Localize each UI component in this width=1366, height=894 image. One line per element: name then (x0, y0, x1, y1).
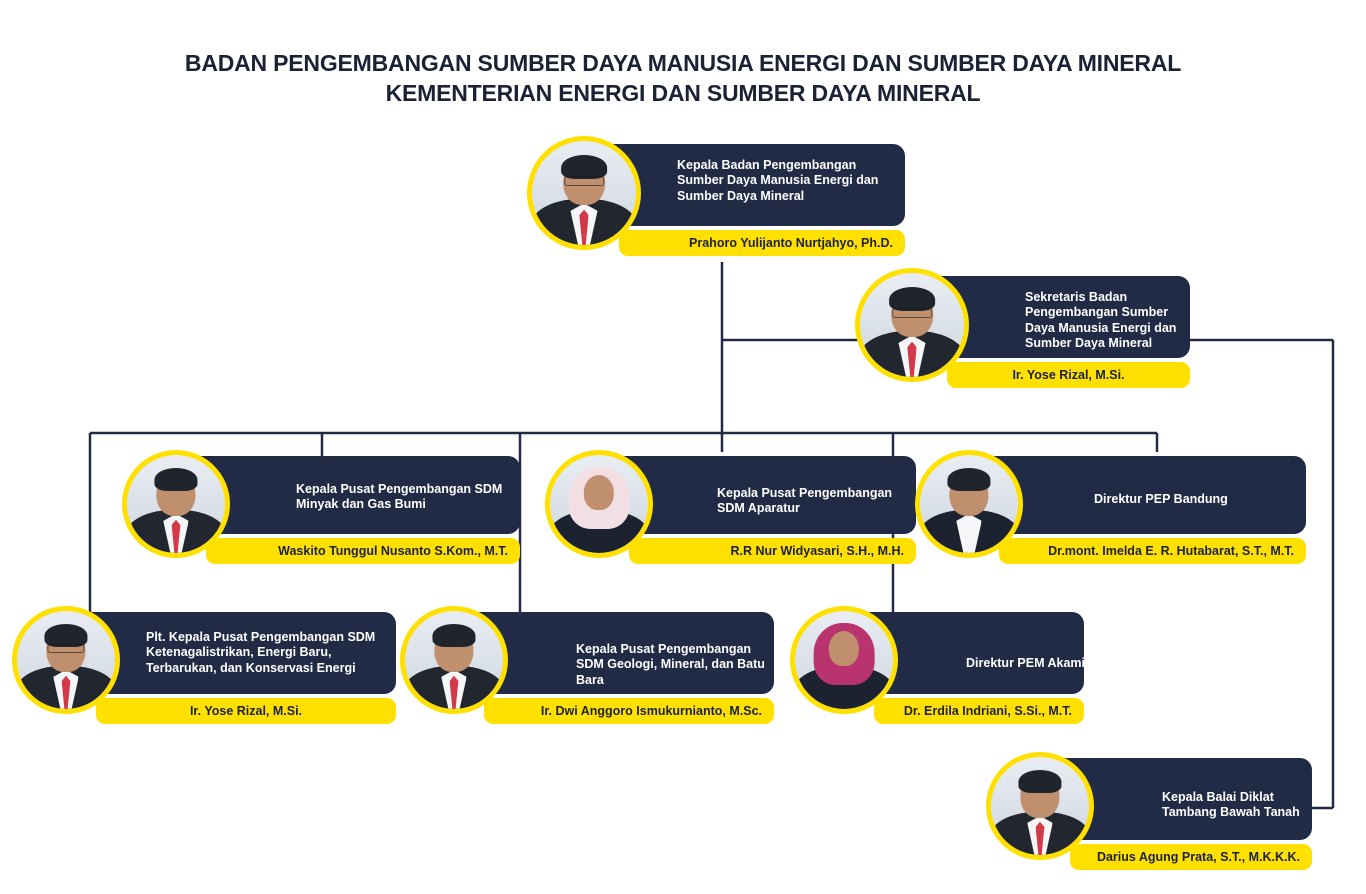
node-kepala-badan[interactable] (527, 136, 893, 250)
portrait-image (17, 611, 115, 709)
role-label: Kepala Pusat Pengembangan SDM Aparatur (717, 486, 893, 516)
role-label: Kepala Badan Pengembangan Sumber Daya Manusia Energi dan Sumber Daya Mineral (677, 158, 879, 203)
role-label: Sekretaris Badan Pengembangan Sumber Daya Manusia Energi dan Sumber Daya Mineral (1025, 290, 1177, 350)
portrait-image (550, 455, 648, 553)
node-balai-diklat-tambang[interactable] (986, 752, 1300, 864)
name-bar (947, 362, 1190, 388)
name-bar (629, 538, 916, 564)
person-name: Waskito Tunggul Nusanto S.Kom., M.T. (278, 544, 508, 558)
name-bar (1070, 844, 1312, 870)
portrait-image (860, 273, 964, 377)
page-title-line-1: BADAN PENGEMBANGAN SUMBER DAYA MANUSIA ENERGI DAN SUMBER DAYA MINERAL (184, 50, 1182, 76)
avatar (545, 450, 653, 558)
node-pem-akamigas[interactable] (790, 606, 1107, 718)
role-label: Kepala Pusat Pengembangan SDM Minyak dan Gas Bumi (296, 482, 503, 512)
avatar (790, 606, 898, 714)
person-name: Ir. Yose Rizal, M.Si. (1012, 368, 1125, 382)
name-bar (874, 698, 1084, 724)
role-label: Plt. Kepala Pusat Pengembangan SDM Ketenagalistrikan, Energi Baru, Terbarukan, dan Konservasi Energi (146, 630, 376, 675)
person-name: R.R Nur Widyasari, S.H., M.H. (730, 544, 904, 558)
avatar (400, 606, 508, 714)
person-name: Darius Agung Prata, S.T., M.K.K.K. (1096, 850, 1300, 864)
name-bar (999, 538, 1306, 564)
node-sekretaris-badan[interactable] (855, 268, 1177, 382)
role-label: Kepala Balai Diklat Tambang Bawah Tanah (1162, 790, 1300, 820)
page-title-line-2: KEMENTERIAN ENERGI DAN SUMBER DAYA MINERAL (385, 80, 981, 107)
page-title (0, 48, 1366, 109)
role-label: Direktur PEP Bandung (1094, 492, 1228, 506)
node-pep-bandung[interactable] (915, 450, 1294, 558)
person-name: Dr. Erdila Indriani, S.Si., M.T. (903, 704, 1072, 718)
name-bar (96, 698, 396, 724)
avatar (855, 268, 969, 382)
name-bar (484, 698, 774, 724)
avatar (527, 136, 641, 250)
portrait-image (127, 455, 225, 553)
node-pusat-ketenagalistrikan[interactable] (12, 606, 376, 718)
node-pusat-geominerba[interactable] (400, 606, 765, 718)
portrait-image (405, 611, 503, 709)
person-name: Ir. Dwi Anggoro Ismukurnianto, M.Sc. (540, 704, 762, 718)
person-name: Prahoro Yulijanto Nurtjahyo, Ph.D. (689, 236, 893, 250)
portrait-image (532, 141, 636, 245)
role-label: Direktur PEM Akamigas (966, 656, 1107, 670)
portrait-image (920, 455, 1018, 553)
name-bar (619, 230, 905, 256)
portrait-image (991, 757, 1089, 855)
avatar (122, 450, 230, 558)
portrait-image (795, 611, 893, 709)
node-pusat-migas[interactable] (122, 450, 508, 558)
avatar (915, 450, 1023, 558)
node-pusat-aparatur[interactable] (545, 450, 904, 558)
name-bar (206, 538, 520, 564)
avatar (12, 606, 120, 714)
role-label: Kepala Pusat Pengembangan SDM Geologi, Mineral, dan Batu Bara (576, 642, 765, 687)
person-name: Dr.mont. Imelda E. R. Hutabarat, S.T., M.T. (1048, 544, 1294, 558)
avatar (986, 752, 1094, 860)
person-name: Ir. Yose Rizal, M.Si. (189, 704, 303, 718)
